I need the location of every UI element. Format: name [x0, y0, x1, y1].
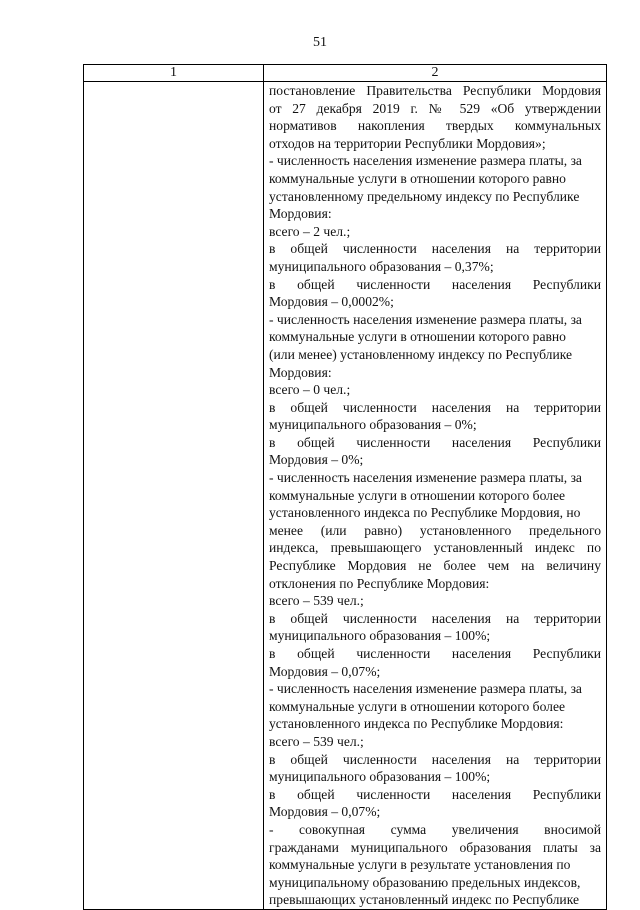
table-row — [84, 82, 607, 910]
column-2-text — [264, 82, 606, 909]
text-line: в общей численности населения Республики — [269, 786, 601, 802]
text-line: отклонения по Республике Мордовия: — [269, 575, 490, 591]
text-line: в общей численности населения на территории — [269, 751, 601, 767]
text-line: муниципальному образованию предельных индексов, — [269, 874, 581, 890]
text-line: (или менее) установленному индексу по Республике — [269, 346, 573, 362]
text-line: гражданами муниципального образования платы за — [269, 839, 601, 855]
text-line: отходов на территории Республики Мордовия»; — [269, 135, 546, 151]
column-header-2: 2 — [264, 65, 607, 82]
text-line: - численность населения изменение размера платы, за — [269, 470, 582, 486]
text-line: Мордовия – 0%; — [269, 452, 364, 468]
text-line: - совокупная сумма увеличения вносимой — [269, 821, 601, 837]
text-line: нормативов накопления твердых коммунальных — [269, 118, 601, 134]
text-line: муниципального образования – 0,37%; — [269, 258, 494, 274]
text-line: установленному предельному индексу по Республике — [269, 188, 580, 204]
text-line: Республике Мордовия не более чем на величину — [269, 558, 601, 574]
document-table — [83, 64, 607, 910]
text-line: муниципального образования – 100%; — [269, 628, 491, 644]
text-line: постановление Правительства Республики Мордовия — [269, 83, 601, 98]
column-header-1: 1 — [84, 65, 264, 82]
text-line: в общей численности населения Республики — [269, 434, 601, 450]
text-line: от 27 декабря 2019 г. № 529 «Об утверждении — [269, 100, 601, 116]
text-line: в общей численности населения Республики — [269, 646, 601, 661]
text-line: всего – 0 чел.; — [269, 382, 351, 398]
text-line: установленного индекса по Республике Мордовия, но — [269, 505, 581, 521]
text-line: всего – 2 чел.; — [269, 223, 351, 239]
text-line: индекса, превышающего установленный индекс по — [269, 540, 601, 556]
text-line: коммунальные услуги в результате установления по — [269, 857, 571, 873]
text-line: в общей численности населения на территории — [269, 399, 601, 415]
text-line: Мордовия: — [269, 364, 332, 380]
text-line: - численность населения изменение размера платы, за — [269, 311, 582, 327]
text-line: Мордовия: — [269, 206, 332, 222]
text-line: всего – 539 чел.; — [269, 593, 364, 609]
text-line: коммунальные услуги в отношении которого более — [269, 487, 566, 503]
text-line: Мордовия – 0,07%; — [269, 804, 381, 820]
text-line: в общей численности населения на территории — [269, 610, 601, 626]
text-line: Мордовия – 0,07%; — [269, 663, 381, 679]
text-line: в общей численности населения Республики — [269, 276, 601, 292]
text-line: установленного индекса по Республике Мордовия: — [269, 716, 564, 732]
text-line: коммунальные услуги в отношении которого равно — [269, 329, 566, 345]
text-line: - численность населения изменение размера платы, за — [269, 153, 582, 169]
text-line: коммунальные услуги в отношении которого более — [269, 698, 566, 714]
text-line: - численность населения изменение размера платы, за — [269, 681, 582, 697]
text-line: всего – 539 чел.; — [269, 733, 364, 749]
column-2-cell — [264, 82, 607, 910]
text-line: в общей численности населения на территории — [269, 241, 601, 257]
text-line: превышающих установленный индекс по Республике — [269, 892, 579, 908]
table-header-row — [84, 65, 607, 82]
text-line: менее (или равно) установленного предельного — [269, 522, 601, 538]
text-line: муниципального образования – 0%; — [269, 417, 477, 433]
text-line: коммунальные услуги в отношении которого равно — [269, 170, 566, 186]
text-line: Мордовия – 0,0002%; — [269, 294, 394, 310]
text-line: муниципального образования – 100%; — [269, 769, 491, 785]
page-number: 51 — [313, 35, 327, 50]
column-1-cell — [84, 82, 264, 910]
